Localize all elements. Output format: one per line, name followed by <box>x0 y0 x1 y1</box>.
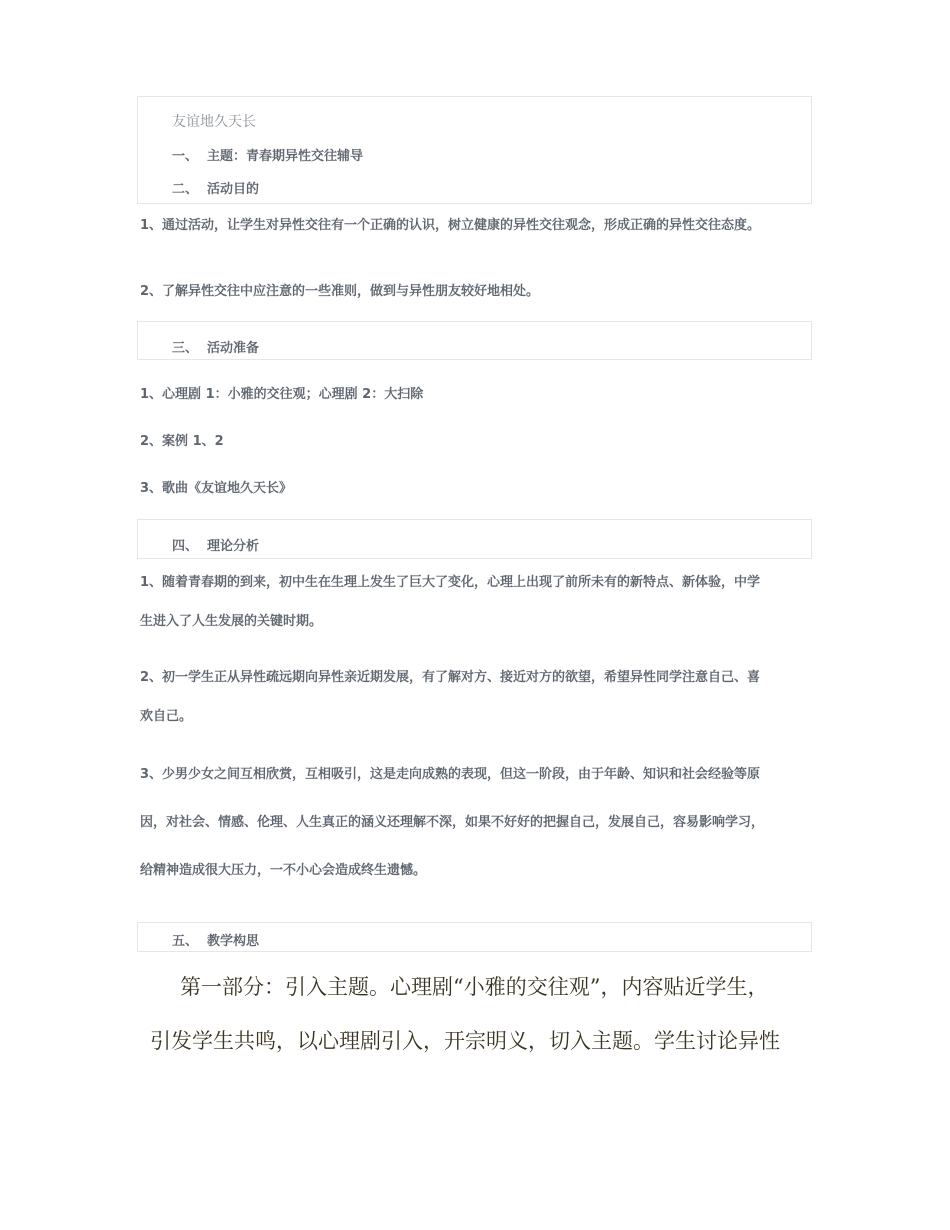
analysis-p1-line-2: 生进入了人生发展的关键时期。 <box>140 614 323 629</box>
section-number: 一、 <box>172 149 199 164</box>
purpose-item-1: 1、通过活动，让学生对异性交往有一个正确的认识，树立健康的异性交往观念，形成正确的异性交往态度。 <box>140 218 761 233</box>
analysis-p3-line-1: 3、少男少女之间互相欣赏，互相吸引，这是走向成熟的表现，但这一阶段，由于年龄、知识和社会经验等原 <box>140 767 761 782</box>
analysis-p2-line-1: 2、初一学生正从异性疏远期向异性亲近期发展，有了解对方、接近对方的欲望，希望异性同学注意自己、喜 <box>140 670 761 685</box>
document-title: 友谊地久天长 <box>172 114 256 130</box>
purpose-item-2: 2、了解异性交往中应注意的一些准则，做到与异性朋友较好地相处。 <box>140 284 540 299</box>
analysis-p3-line-3: 给精神造成很大压力，一不小心会造成终生遗憾。 <box>140 863 427 878</box>
section-text: 活动准备 <box>207 341 260 356</box>
teaching-line-2: 引发学生共鸣，以心理剧引入，开宗明义，切入主题。学生讨论异性 <box>150 1029 780 1053</box>
teaching-line-1: 第一部分：引入主题。心理剧“小雅的交往观”，内容贴近学生， <box>180 975 769 999</box>
section-box-5 <box>137 922 812 952</box>
section-number: 五、 <box>172 934 199 949</box>
header-box <box>137 96 812 204</box>
analysis-p1-line-1: 1、随着青春期的到来，初中生在生理上发生了巨大了变化，心理上出现了前所未有的新特点、新体验，中学 <box>140 575 761 590</box>
section-heading-1 <box>172 145 363 164</box>
section-box-4 <box>137 519 812 559</box>
preparation-item-2: 2、案例 1、2 <box>140 434 224 449</box>
section-heading-3 <box>172 337 259 356</box>
analysis-p3-line-2: 因，对社会、情感、伦理、人生真正的涵义还理解不深，如果不好好的把握自己，发展自己，容易影响学习， <box>140 815 765 830</box>
section-number: 三、 <box>172 341 199 356</box>
section-heading-4 <box>172 535 259 554</box>
section-heading-5 <box>172 930 259 949</box>
section-text: 活动目的 <box>207 182 260 197</box>
section-number: 四、 <box>172 539 199 554</box>
preparation-item-3: 3、歌曲《友谊地久天长》 <box>140 481 293 496</box>
section-text: 理论分析 <box>207 539 260 554</box>
section-text: 主题：青春期异性交往辅导 <box>207 149 364 164</box>
section-heading-2 <box>172 178 259 197</box>
section-number: 二、 <box>172 182 199 197</box>
section-box-3 <box>137 321 812 360</box>
analysis-p2-line-2: 欢自己。 <box>140 709 193 724</box>
preparation-item-1: 1、心理剧 1：小雅的交往观；心理剧 2：大扫除 <box>140 387 424 402</box>
section-text: 教学构思 <box>207 934 260 949</box>
